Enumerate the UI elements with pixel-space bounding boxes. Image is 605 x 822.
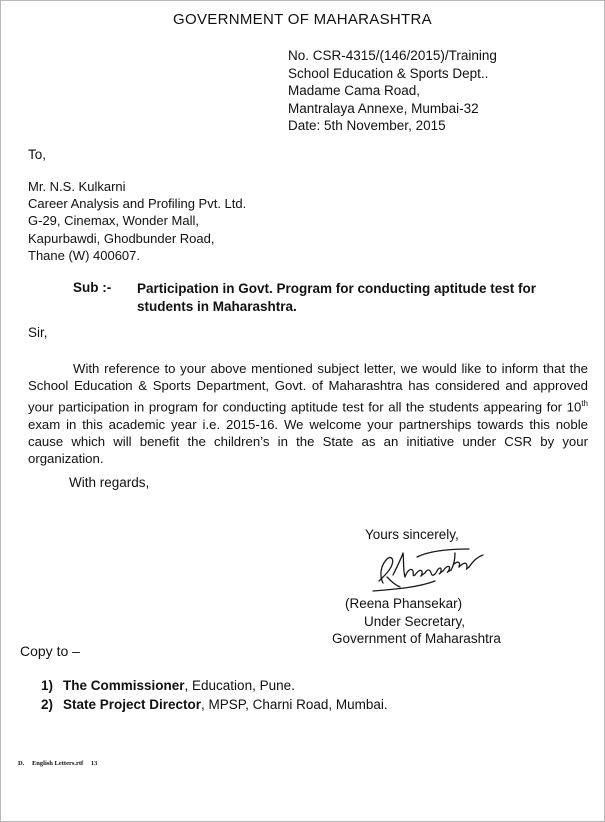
copy-item-detail: , Education, Pune. (184, 678, 295, 693)
to-label: To, (28, 147, 47, 162)
copy-item-number: 2) (41, 697, 54, 712)
copy-item-recipient: State Project Director (63, 697, 202, 712)
closing-regards: With regards, (69, 475, 150, 490)
footer-filename: English Letters.rtf (31, 760, 84, 767)
copy-item-number: 1) (41, 678, 54, 693)
body-text-part2: exam in this academic year i.e. 2015-16. We welcome your partnerships towards this noble cause which will benefit the children’s in the State as an initiative under CSR by your organization. (28, 416, 588, 467)
signatory-name: (Reena Phansekar) (345, 596, 463, 611)
copy-to-label: Copy to – (20, 643, 80, 659)
letter-date: Date: 5th November, 2015 (288, 118, 446, 133)
recipient-address (28, 178, 246, 264)
reference-number: No. CSR-4315/(146/2015)/Training (288, 48, 497, 63)
recipient-address-line: Thane (W) 400607. (28, 247, 141, 263)
signatory-designation: Under Secretary, (364, 613, 466, 629)
body-paragraph (28, 360, 588, 468)
copy-item-recipient: The Commissioner (63, 678, 185, 693)
copy-to-item (41, 676, 388, 695)
address-road: Madame Cama Road, (288, 83, 421, 98)
reference-block (288, 47, 497, 135)
address-building: Mantralaya Annexe, Mumbai-32 (288, 100, 479, 116)
footer-drive: D. (18, 760, 25, 767)
salutation: Sir, (28, 325, 48, 340)
subject-text: Participation in Govt. Program for conducting aptitude test for students in Maharashtra. (137, 281, 537, 314)
handwritten-signature (369, 537, 489, 597)
signatory-office: Government of Maharashtra (332, 631, 501, 646)
recipient-address-line: Kapurbawdi, Ghodbunder Road, (28, 230, 215, 246)
copy-to-list (41, 676, 388, 714)
footer-page: 13 (90, 760, 98, 767)
copy-to-item (41, 695, 388, 714)
recipient-name: Mr. N.S. Kulkarni (28, 179, 126, 194)
yours-sincerely: Yours sincerely, (365, 527, 459, 542)
signatory-block (332, 595, 501, 648)
subject-label: Sub :- (73, 280, 112, 295)
ordinal-superscript: th (581, 398, 588, 408)
body-text-part1: With reference to your above mentioned subject letter, we would like to inform that the School Education & Sports Department, Govt. of Maharashtra has considered and approved your participation in program for conducting aptitude test for all the students appearing for 10 (28, 361, 588, 415)
copy-item-detail: , MPSP, Charni Road, Mumbai. (201, 697, 388, 712)
file-footer (18, 760, 103, 767)
department-name: School Education & Sports Dept.. (288, 65, 489, 81)
recipient-address-line: G-29, Cinemax, Wonder Mall, (28, 213, 199, 229)
letter-heading: GOVERNMENT OF MAHARASHTRA (173, 11, 432, 28)
recipient-company: Career Analysis and Profiling Pvt. Ltd. (28, 196, 247, 212)
